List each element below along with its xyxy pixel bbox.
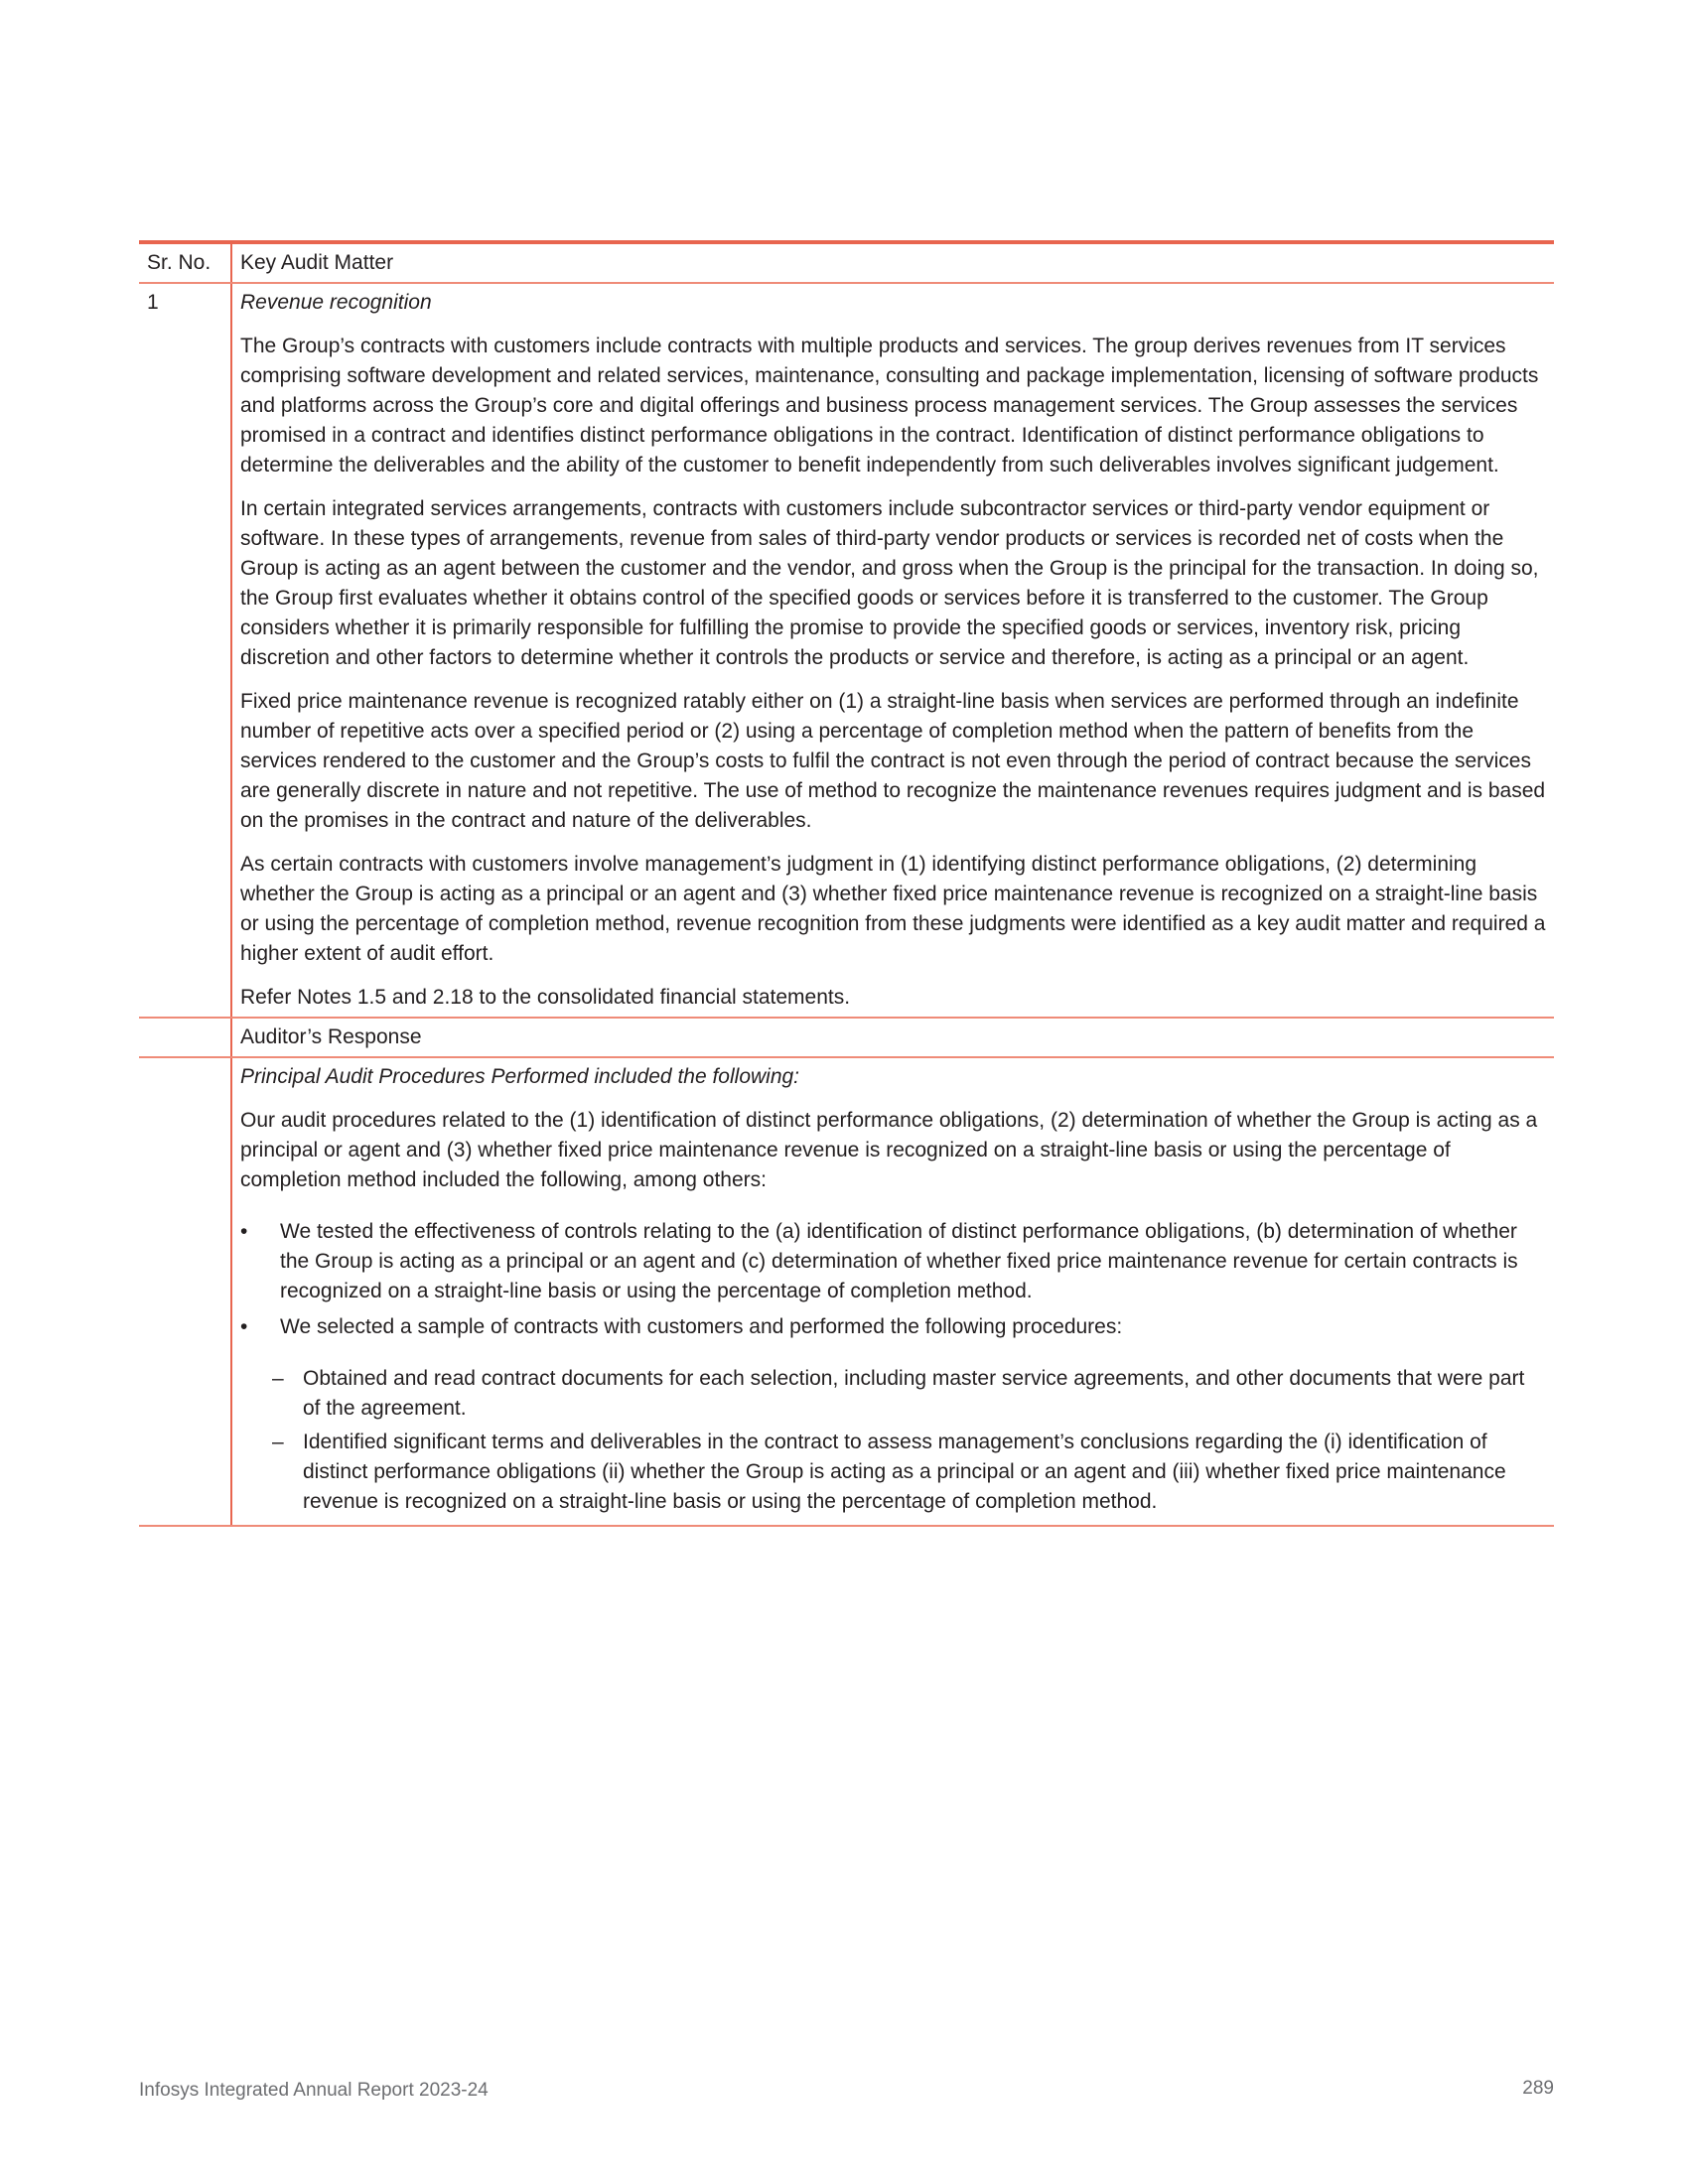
row-sr-no: 1 [139,284,232,1017]
matter-paragraph-4: As certain contracts with customers involve management’s judgment in (1) identifying distinct performance obligations, (2) determining whether the Group is acting as a principal or an agent and (3) whether fixed price maintenance revenue is recognized on a straight-line basis or using the percentage of completion method, revenue recognition from these judgments were identified as a key audit matter and required a higher extent of audit effort. [240,853,1546,965]
sub-item-text: Identified significant terms and deliverables in the contract to assess management’s conclusions regarding the (i) identification of distinct performance obligations (ii) whether the Group is acting as a principal or an agent and (iii) whether fixed price maintenance revenue is recognized on a straight-line basis or using the percentage of completion method. [303,1431,1506,1513]
footer-report-title: Infosys Integrated Annual Report 2023-24 [139,2080,489,2101]
dash-icon: – [272,1367,284,1390]
auditor-response-content [232,1058,1554,1525]
header-sr-no: Sr. No. [139,244,232,282]
list-item [240,1217,1546,1306]
matter-title: Revenue recognition [240,291,432,314]
procedures-bullet-list [240,1217,1546,1517]
sub-item-text: Obtained and read contract documents for each selection, including master service agreements, and other documents that were part of the agreement. [303,1367,1525,1420]
matter-paragraph-3: Fixed price maintenance revenue is recognized ratably either on (1) a straight-line basis when services are performed through an indefinite number of repetitive acts over a specified period or (2) using a percentage of completion method when the pattern of benefits from the services rendered to the customer and the Group’s costs to fulfil the contract is not even through the period of contract because the services are generally discrete in nature and not repetitive. The use of method to recognize the maintenance revenues requires judgment and is based on the promises in the contract and nature of the deliverables. [240,690,1546,832]
list-item [240,1428,1546,1517]
list-item [240,1364,1546,1424]
bullet-text: We selected a sample of contracts with customers and performed the following procedures: [280,1315,1123,1338]
list-item [240,1312,1546,1517]
table-row-1 [139,284,1554,1019]
bullet-text: We tested the effectiveness of controls relating to the (a) identification of distinct performance obligations, (b) determination of whether the Group is acting as a principal or an agent and (c) determination of whether fixed price maintenance revenue for certain contracts is recognized on a straight-line basis or using the percentage of completion method. [280,1220,1518,1302]
procedures-sub-list [240,1364,1546,1517]
procedures-subtitle: Principal Audit Procedures Performed included the following: [240,1065,800,1088]
auditor-response-body-row [139,1058,1554,1527]
response-body-sr-empty [139,1058,232,1525]
bullet-icon: • [240,1220,248,1243]
procedures-intro: Our audit procedures related to the (1) identification of distinct performance obligations, (2) determination of whether the Group is acting as a principal or agent and (3) whether fixed price maintenance revenue is recognized on a straight-line basis or using the percentage of completion method included the following, among others: [240,1109,1538,1191]
table-header-row [139,244,1554,284]
header-key-audit-matter: Key Audit Matter [240,251,394,274]
auditor-response-header-row [139,1019,1554,1058]
matter-paragraph-1: The Group’s contracts with customers include contracts with multiple products and services. The group derives revenues from IT services comprising software development and related services, maintenance, consulting and package implementation, licensing of software products and platforms across the Group’s core and digital offerings and business process management services. The Group assesses the services promised in a contract and identifies distinct performance obligations in the contract. Identification of distinct performance obligations to determine the deliverables and the ability of the customer to benefit independently from such deliverables involves significant judgement. [240,335,1539,477]
auditor-response-heading: Auditor’s Response [240,1025,422,1048]
row-key-audit-matter [232,284,1554,1017]
response-sr-empty [139,1019,232,1056]
bullet-icon: • [240,1315,248,1338]
matter-reference: Refer Notes 1.5 and 2.18 to the consolidated financial statements. [240,986,851,1009]
footer-page-number: 289 [1522,2078,1554,2099]
key-audit-matters-table [139,240,1554,1527]
matter-paragraph-2: In certain integrated services arrangements, contracts with customers include subcontractor services or third-party vendor equipment or software. In these types of arrangements, revenue from sales of third-party vendor products or services is recorded net of costs when the Group is acting as an agent between the customer and the vendor, and gross when the Group is the principal for the transaction. In doing so, the Group first evaluates whether it obtains control of the specified goods or services before it is transferred to the customer. The Group considers whether it is primarily responsible for fulfilling the promise to provide the specified goods or services, inventory risk, pricing discretion and other factors to determine whether it controls the products or service and therefore, is acting as a principal or an agent. [240,497,1539,669]
dash-icon: – [272,1431,284,1453]
